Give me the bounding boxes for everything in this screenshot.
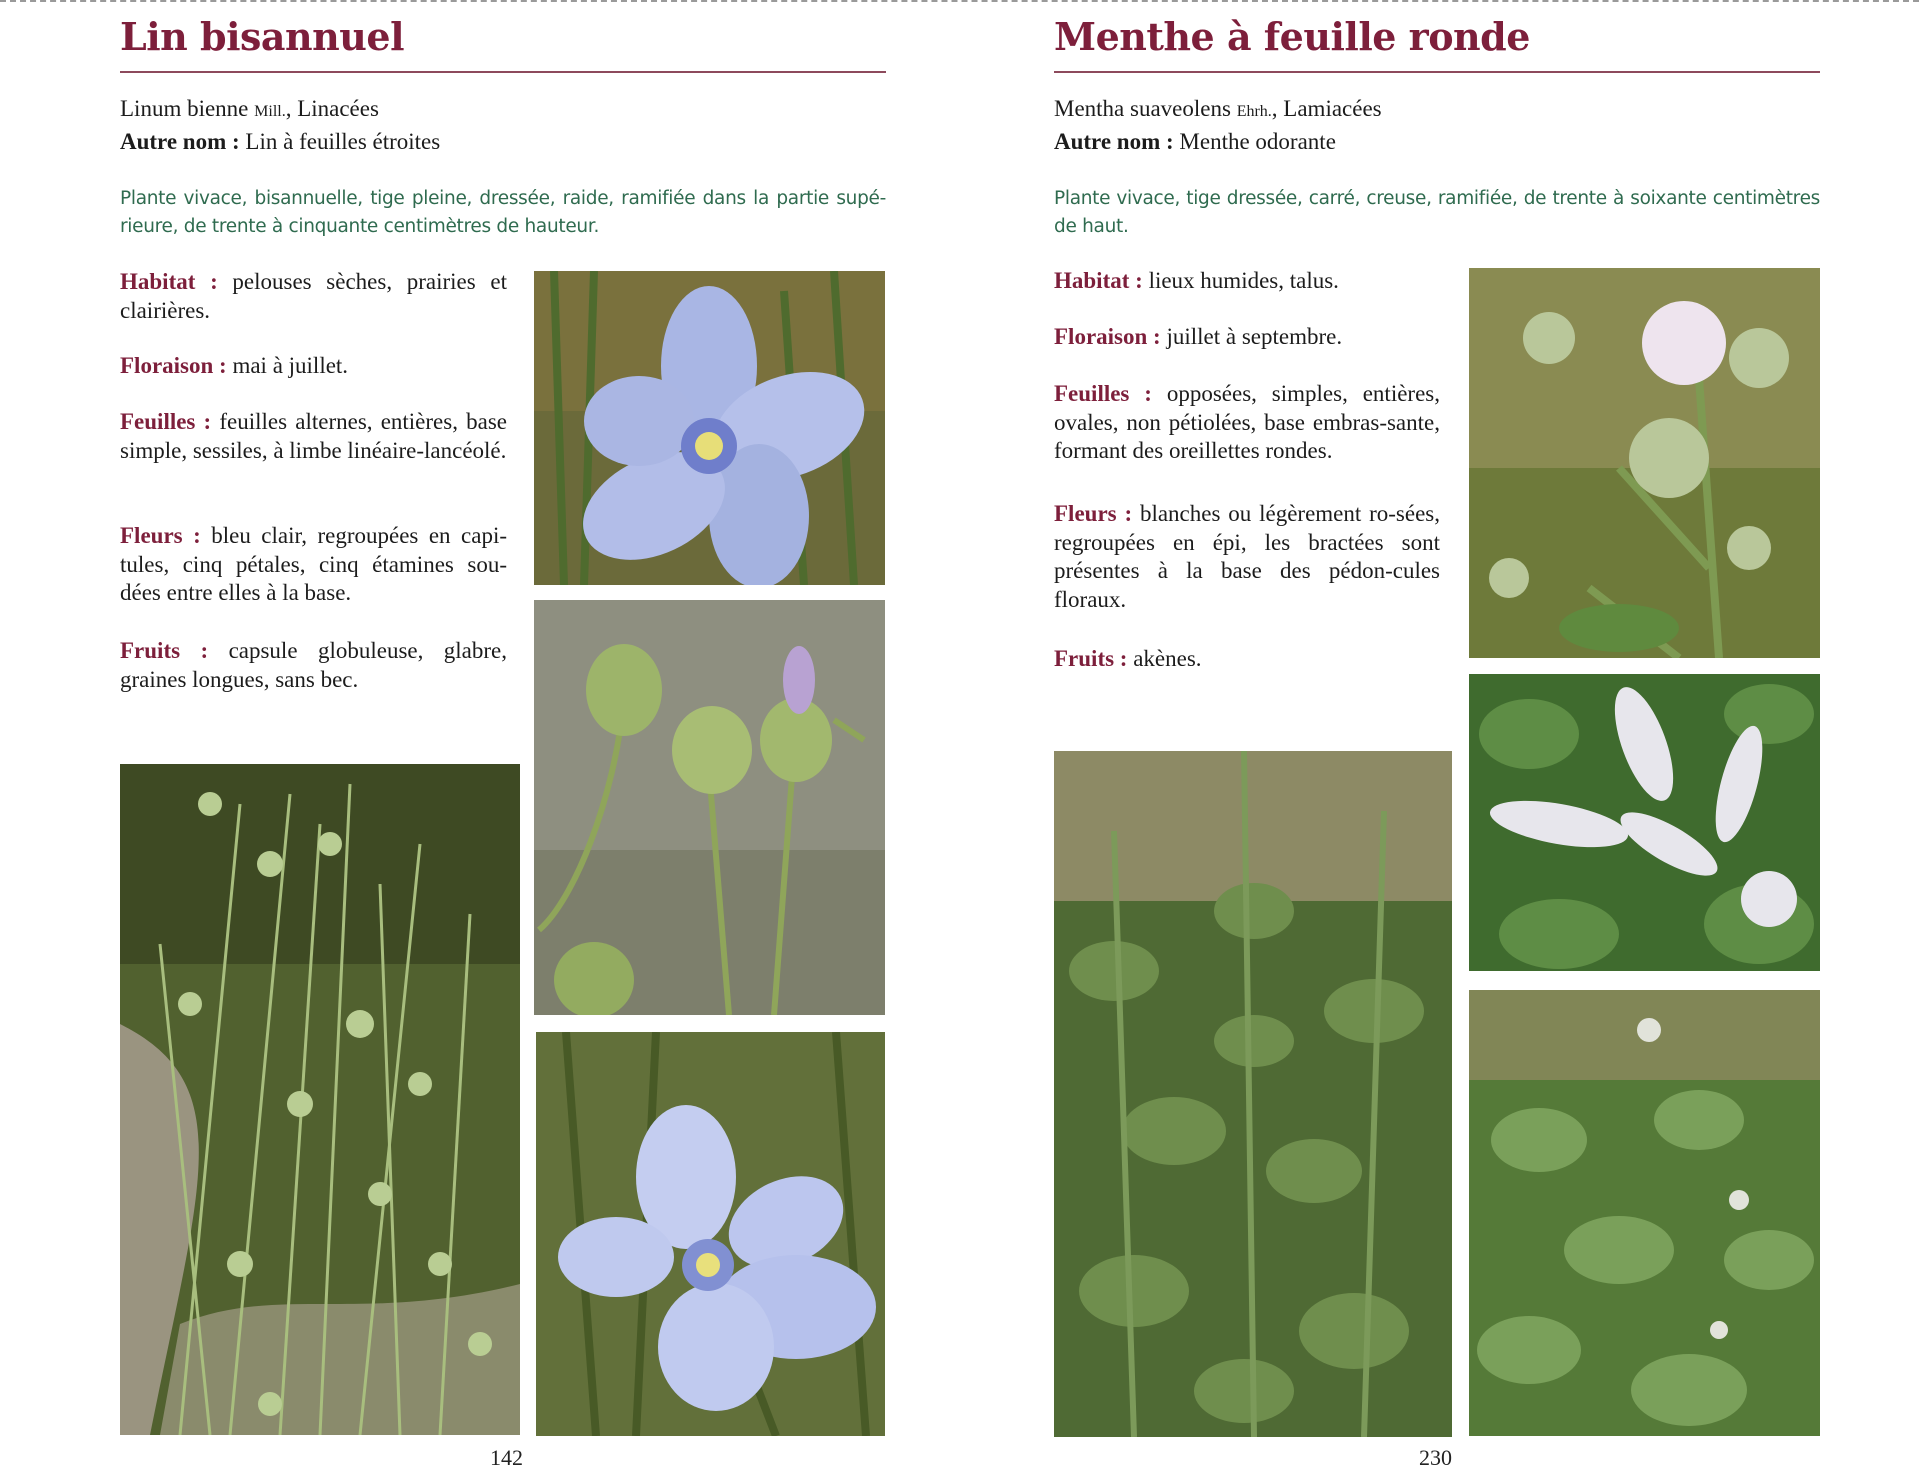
fleurs-section bbox=[120, 522, 507, 608]
page-number: 142 bbox=[490, 1445, 523, 1470]
scientific-name bbox=[120, 94, 379, 127]
other-name-value: Lin à feuilles étroites bbox=[239, 129, 441, 154]
plant-description: Plante vivace, bisannuelle, tige pleine, dressée, raide, ramifiée dans la partie supé-rieure, de trente à cinquante centimètres de hauteur. bbox=[120, 188, 886, 237]
flower-photo-bottom bbox=[536, 1032, 885, 1436]
feuilles-label: Feuilles : bbox=[120, 409, 212, 434]
plant-habit-photo bbox=[120, 764, 520, 1435]
fruits-section bbox=[1054, 645, 1440, 674]
other-name-label: Autre nom : bbox=[1054, 129, 1174, 154]
page-title: Menthe à feuille ronde bbox=[1054, 14, 1530, 59]
mint-ground-photo bbox=[1469, 990, 1820, 1436]
latin-name: Mentha suaveolens bbox=[1054, 96, 1231, 121]
habitat-label: Habitat : bbox=[1054, 268, 1143, 293]
mint-spikes-photo bbox=[1469, 674, 1820, 971]
fruits-section bbox=[120, 637, 507, 694]
mint-flowerhead-photo bbox=[1469, 268, 1820, 658]
floraison-text: mai à juillet. bbox=[226, 353, 349, 378]
scientific-name bbox=[1054, 94, 1382, 127]
mint-plant-photo bbox=[1054, 751, 1452, 1437]
other-name-label: Autre nom : bbox=[120, 129, 240, 154]
floraison-text: juillet à septembre. bbox=[1160, 324, 1343, 349]
plant-description: Plante vivace, tige dressée, carré, creuse, ramifiée, de trente à soixante centimètres de haut. bbox=[1054, 188, 1820, 237]
latin-author: Ehrh. bbox=[1236, 103, 1272, 120]
other-name bbox=[1054, 127, 1336, 157]
floraison-section bbox=[1054, 323, 1440, 352]
fruits-text: capsule globuleuse, glabre, graines longues, sans bec. bbox=[120, 638, 507, 692]
right-page bbox=[1054, 0, 1820, 1478]
floraison-label: Floraison : bbox=[1054, 324, 1161, 349]
fleurs-section bbox=[1054, 500, 1440, 614]
fleurs-text: blanches ou légèrement ro-sées, regroupées en épi, les bractées sont présentes à la base des pédon-cules floraux. bbox=[1054, 501, 1440, 612]
habitat-text: lieux humides, talus. bbox=[1142, 268, 1339, 293]
page-title: Lin bisannuel bbox=[120, 14, 405, 59]
feuilles-label: Feuilles : bbox=[1054, 381, 1152, 406]
fruits-label: Fruits : bbox=[1054, 646, 1128, 671]
habitat-label: Habitat : bbox=[120, 269, 218, 294]
fruits-label: Fruits : bbox=[120, 638, 209, 663]
page-number: 230 bbox=[1419, 1445, 1452, 1470]
title-rule bbox=[1054, 71, 1820, 73]
feuilles-text: opposées, simples, entières, ovales, non pétiolées, base embras-sante, formant des oreillettes rondes. bbox=[1054, 381, 1440, 463]
other-name bbox=[120, 127, 440, 157]
title-rule bbox=[120, 71, 886, 73]
capsules-photo bbox=[534, 600, 885, 1015]
habitat-text: pelouses sèches, prairies et clairières. bbox=[120, 269, 507, 323]
plant-family: , Linacées bbox=[285, 96, 379, 121]
flower-photo-top bbox=[534, 271, 885, 585]
latin-name: Linum bienne bbox=[120, 96, 249, 121]
left-page bbox=[120, 0, 886, 1478]
fleurs-label: Fleurs : bbox=[120, 523, 201, 548]
habitat-section bbox=[120, 268, 507, 325]
fruits-text: akènes. bbox=[1127, 646, 1202, 671]
other-name-value: Menthe odorante bbox=[1173, 129, 1336, 154]
feuilles-text: feuilles alternes, entières, base simple, sessiles, à limbe linéaire-lancéolé. bbox=[120, 409, 507, 463]
floraison-section bbox=[120, 352, 507, 381]
feuilles-section bbox=[120, 408, 507, 465]
floraison-label: Floraison : bbox=[120, 353, 227, 378]
habitat-section bbox=[1054, 267, 1440, 296]
fleurs-text: bleu clair, regroupées en capi-tules, cinq pétales, cinq étamines sou-dées entre elles à la base. bbox=[120, 523, 507, 605]
plant-family: , Lamiacées bbox=[1271, 96, 1382, 121]
latin-author: Mill. bbox=[254, 103, 286, 120]
feuilles-section bbox=[1054, 380, 1440, 466]
fleurs-label: Fleurs : bbox=[1054, 501, 1133, 526]
